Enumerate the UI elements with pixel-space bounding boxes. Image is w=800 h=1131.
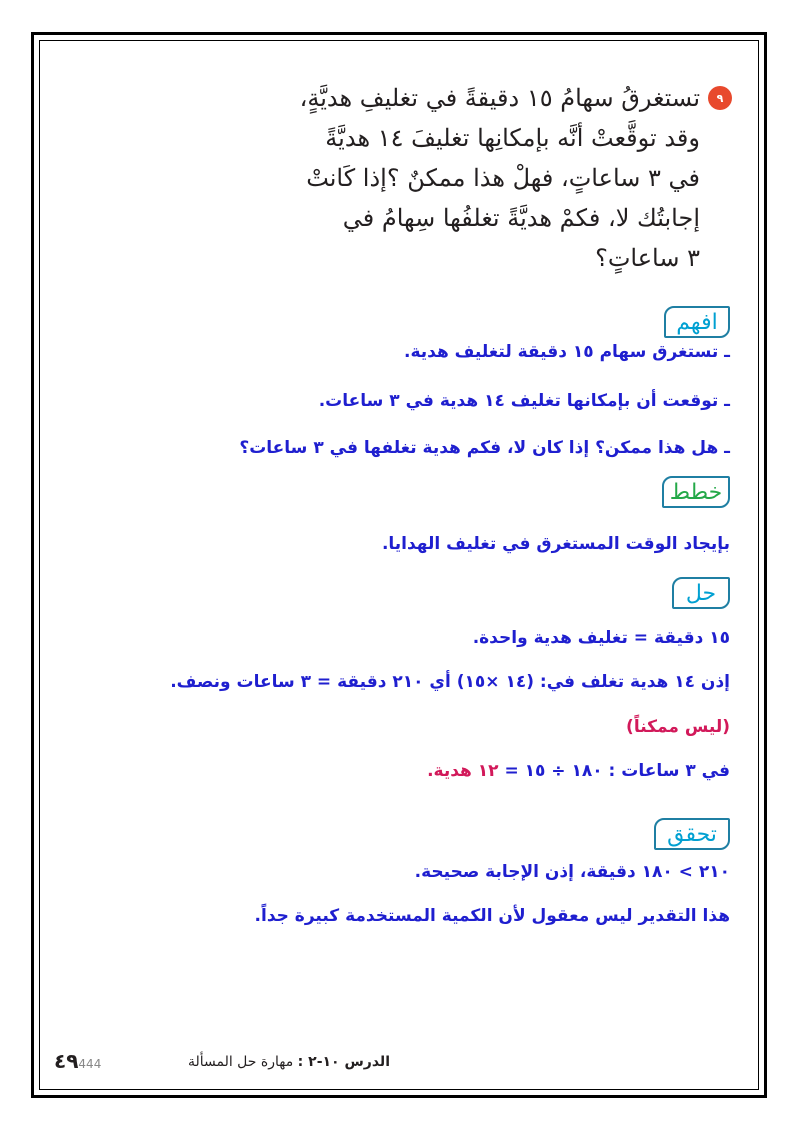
section-tag-check: تحقق <box>654 818 730 850</box>
section-tag-plan: خطط <box>662 476 730 508</box>
footer-title: مهارة حل المسألة <box>187 1054 294 1070</box>
problem-line: ٣ ساعاتٍ؟ <box>595 244 700 272</box>
footer-code: 444 <box>78 1057 102 1071</box>
page-footer <box>188 1054 390 1070</box>
solve-not-possible: (ليس ممكناً) <box>626 717 730 737</box>
problem-statement <box>140 78 700 278</box>
understand-line: ـ تستغرق سهام ١٥ دقيقة لتغليف هدية. <box>403 342 730 362</box>
footer-lesson: الدرس ١٠-٢ : <box>297 1054 390 1070</box>
page-number <box>54 1049 101 1073</box>
understand-line: ـ هل هذا ممكن؟ إذا كان لا، فكم هدية تغلفها في ٣ ساعات؟ <box>239 438 730 458</box>
solve-line: إذن ١٤ هدية تغلف في: (١٤ ×١٥) أي ٢١٠ دقيقة = ٣ ساعات ونصف. <box>170 672 730 692</box>
solve-result-answer: ١٢ هدية. <box>427 761 499 781</box>
problem-line: في ٣ ساعاتٍ، فهلْ هذا ممكنٌ ؟إذا كَانتْ <box>306 164 700 192</box>
plan-line: بإيجاد الوقت المستغرق في تغليف الهدايا. <box>381 534 730 554</box>
solve-result-line <box>70 761 730 781</box>
page-number-value: ٤٩ <box>54 1049 79 1073</box>
solve-result-expression: في ٣ ساعات : ١٨٠ ÷ ١٥ = <box>498 761 730 781</box>
understand-line: ـ توقعت أن بإمكانها تغليف ١٤ هدية في ٣ ساعات. <box>318 391 730 411</box>
problem-number-badge: ٩ <box>708 86 732 110</box>
solve-line: ١٥ دقيقة = تغليف هدية واحدة. <box>472 628 730 648</box>
check-line: ٢١٠ > ١٨٠ دقيقة، إذن الإجابة صحيحة. <box>414 862 730 882</box>
section-tag-understand: افهم <box>664 306 730 338</box>
problem-line: وقد توقَّعتْ أنَّه بإمكانِها تغليفَ ١٤ هديَّةً <box>325 124 700 152</box>
problem-line: تستغرقُ سهامُ ١٥ دقيقةً في تغليفِ هديَّةٍ، <box>299 84 700 112</box>
section-tag-solve: حل <box>672 577 730 609</box>
problem-line: إجابتُك لا، فكمْ هديَّةً تغلفُها سِهامُ في <box>342 204 700 232</box>
check-line: هذا التقدير ليس معقول لأن الكمية المستخدمة كبيرة جداً. <box>254 906 730 926</box>
